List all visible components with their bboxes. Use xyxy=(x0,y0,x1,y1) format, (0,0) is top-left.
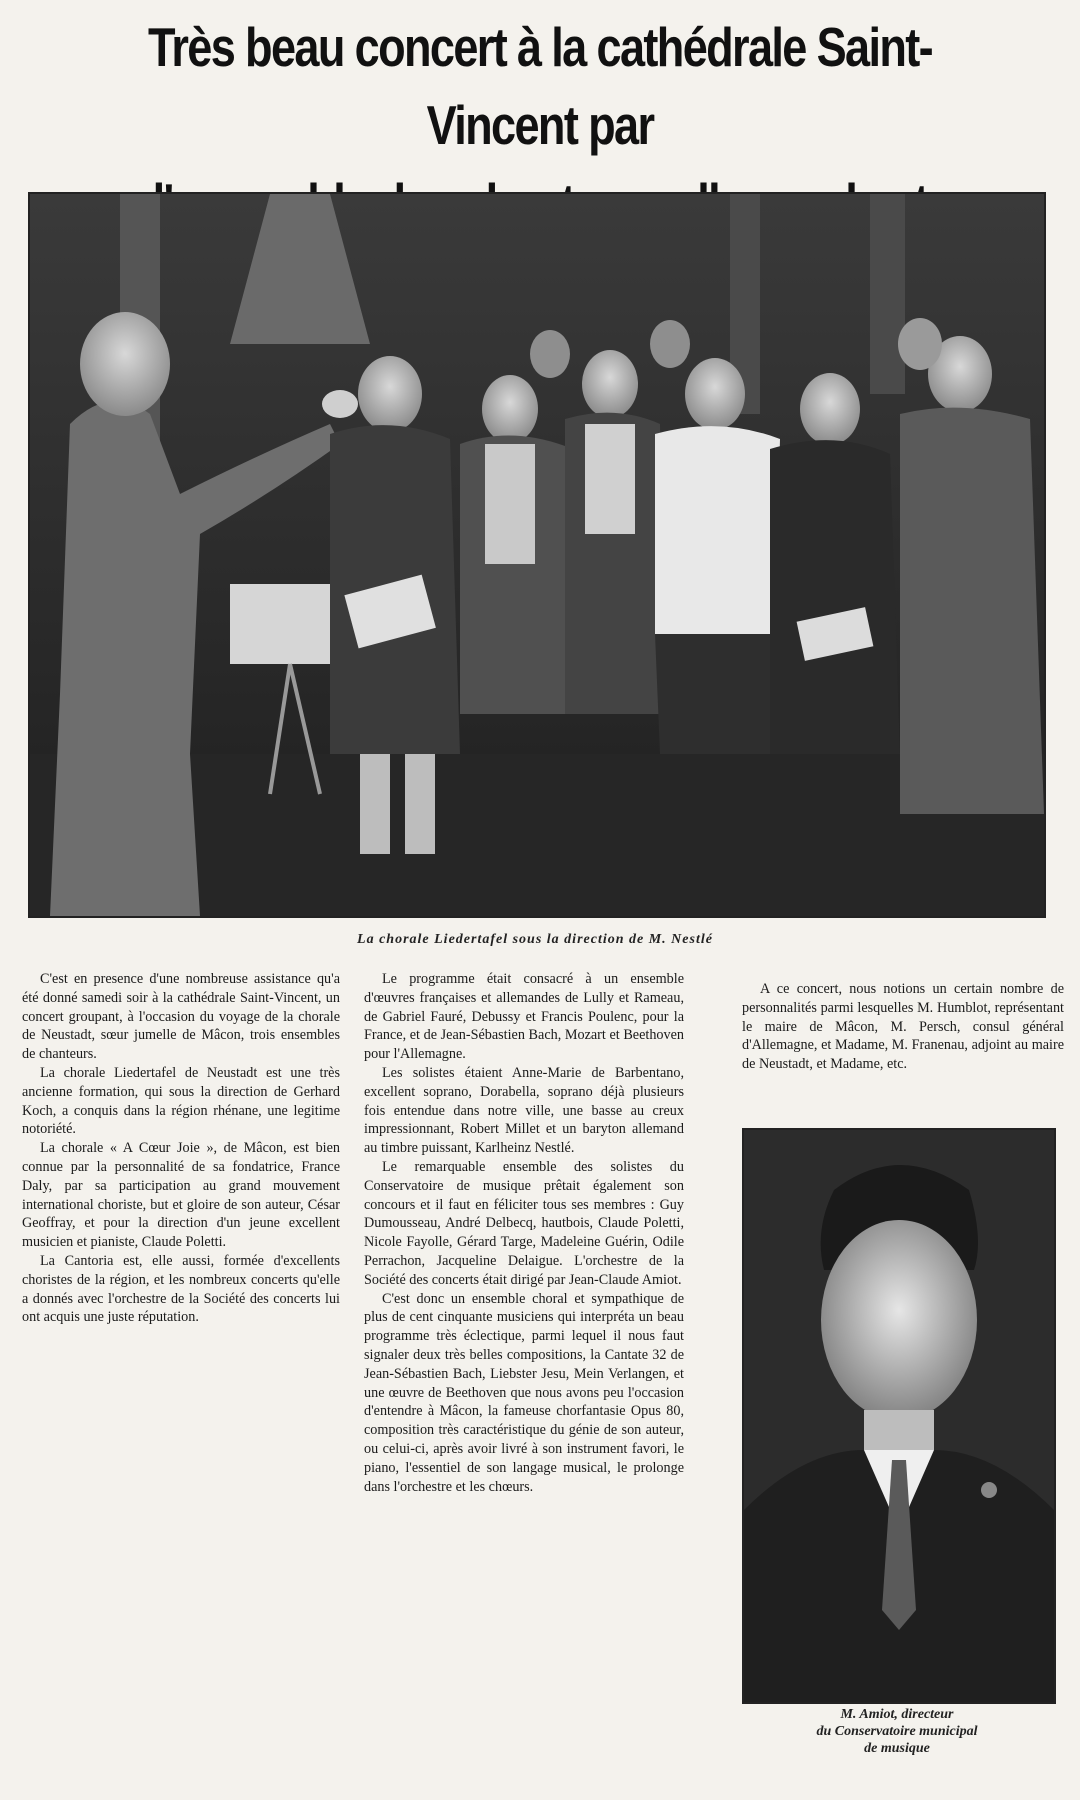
article-column-2 xyxy=(364,970,684,1496)
paragraph: La chorale Liedertafel de Neustadt est une très ancienne formation, qui sous la direction de Gerhard Koch, a conquis dans la région rhénane, une legitime notoriété. xyxy=(22,1064,340,1138)
article-column-3 xyxy=(742,980,1064,1074)
paragraph: La chorale « A Cœur Joie », de Mâcon, est bien connue par la personnalité de sa fondatrice, France Daly, par sa participation au grand mouvement international choriste, but et gloire de son auteur, César Geoffray, et pour la direction d'un jeune excellent musicien et pianiste, Claude Poletti. xyxy=(22,1140,340,1251)
paragraph: La Cantoria est, elle aussi, formée d'excellents choristes de la région, et les nombreux concerts qu'elle a donnés avec l'orchestre de la Société des concerts lui ont acquis une juste réputation. xyxy=(22,1252,340,1326)
portrait-caption-line-3: de musique xyxy=(864,1741,930,1756)
headline-line-1: Très beau concert à la cathédrale Saint-Vincent par xyxy=(147,16,933,156)
portrait-caption-line-2: du Conservatoire municipal xyxy=(816,1724,978,1739)
paragraph: A ce concert, nous notions un certain nombre de personnalités parmi lesquelles M. Humblot, représentant le maire de Mâcon, M. Persch, consul général d'Allemagne, et Madame, M. Franenau, adjoint au maire de Neustadt, et Madame, etc. xyxy=(742,981,1064,1073)
choir-photo xyxy=(28,192,1046,918)
portrait-caption-line-1: M. Amiot, directeur xyxy=(840,1707,954,1722)
portrait-photo xyxy=(742,1128,1056,1704)
paragraph: C'est en presence d'une nombreuse assistance qu'a été donné samedi soir à la cathédrale Saint-Vincent, un concert groupant, à l'occasion du voyage de la chorale de Neustadt, sœur jumelle de Mâcon, trois ensembles de chanteurs. xyxy=(22,971,340,1063)
paragraph: Le programme était consacré à un ensemble d'œuvres françaises et allemandes de Lully et Rameau, de Gabriel Fauré, Debussy et Francis Poulenc, pour la France, et de Jean-Sébastien Bach, Mozart et Beethoven pour l'Allemagne. xyxy=(364,971,684,1063)
paragraph: Le remarquable ensemble des solistes du Conservatoire de musique prêtait également son concours et il faut en féliciter tous ses membres : Guy Dumousseau, André Delbecq, hautbois, Claude Poletti, Nicole Fayolle, Gérard Targe, Madeleine Guérin, Odile Perrachon, Jacqueline Delaigue. L'orchestre de la Société des concerts était dirigé par Jean-Claude Amiot. xyxy=(364,1158,684,1288)
portrait-caption xyxy=(742,1706,1052,1757)
paragraph: Les solistes étaient Anne-Marie de Barbentano, excellent soprano, Dorabella, soprano déjà plusieurs fois entendue dans notre ville, une basse au creux impressionnant, Robert Millet et un baryton allemand au timbre puissant, Karlheinz Nestlé. xyxy=(364,1064,684,1157)
article-column-1 xyxy=(22,970,340,1327)
paragraph: C'est donc un ensemble choral et sympathique de plus de cent cinquante musiciens qui interpréta un beau programme très éclectique, parmi lequel il nous faut signaler deux très belles compositions, la Cantate 32 de Jean-Sébastien Bach, Liebster Jesu, Mein Verlangen, et une œuvre de Beethoven que nous avons peu l'occasion d'entendre à Mâcon, la fameuse chorfantasie Opus 80, composition très caractéristique du génie de son auteur, ou celui-ci, après avoir livré à son instrument favori, le piano, l'essentiel de son langage musical, le prolonge dans l'orchestre et les chœurs. xyxy=(364,1290,684,1495)
main-photo-caption: La chorale Liedertafel sous la direction de M. Nestlé xyxy=(357,932,713,947)
